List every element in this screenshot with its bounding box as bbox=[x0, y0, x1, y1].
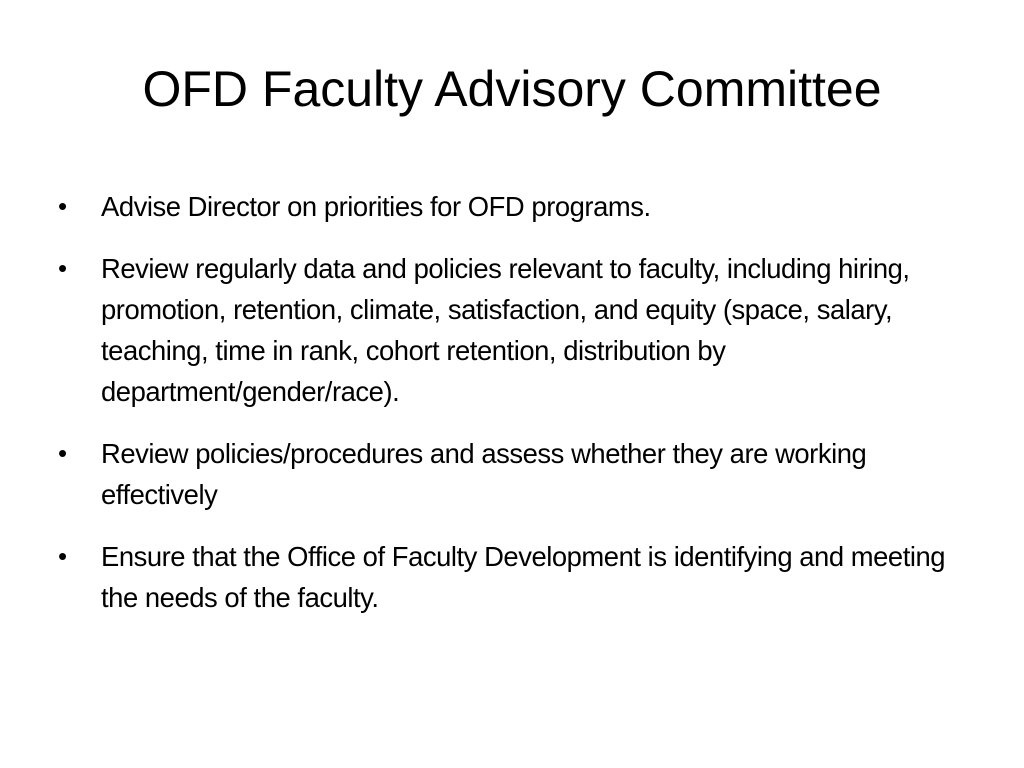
bullet-item bbox=[58, 536, 958, 618]
bullet-text-advise-director: Advise Director on priorities for OFD programs. bbox=[101, 191, 651, 222]
bullet-text-review-data-policies: Review regularly data and policies relevant to faculty, including hiring, promotion, retention, climate, satisfaction, and equity (space, salary, teaching, time in rank, cohort retention, distribution by department/gender/race). bbox=[101, 253, 910, 407]
bullet-dot-icon: • bbox=[58, 438, 68, 468]
bullet-dot-icon: • bbox=[58, 191, 68, 221]
bullet-list bbox=[58, 186, 958, 639]
bullet-item bbox=[58, 433, 958, 515]
bullet-dot-icon: • bbox=[58, 541, 68, 571]
bullet-text-review-procedures: Review policies/procedures and assess whether they are working effectively bbox=[101, 438, 867, 510]
bullet-item bbox=[58, 248, 958, 412]
bullet-item bbox=[58, 186, 958, 227]
slide-title: OFD Faculty Advisory Committee bbox=[142, 61, 882, 117]
bullet-text-ensure-needs: Ensure that the Office of Faculty Development is identifying and meeting the needs of the faculty. bbox=[101, 541, 946, 613]
bullet-dot-icon: • bbox=[58, 253, 68, 283]
